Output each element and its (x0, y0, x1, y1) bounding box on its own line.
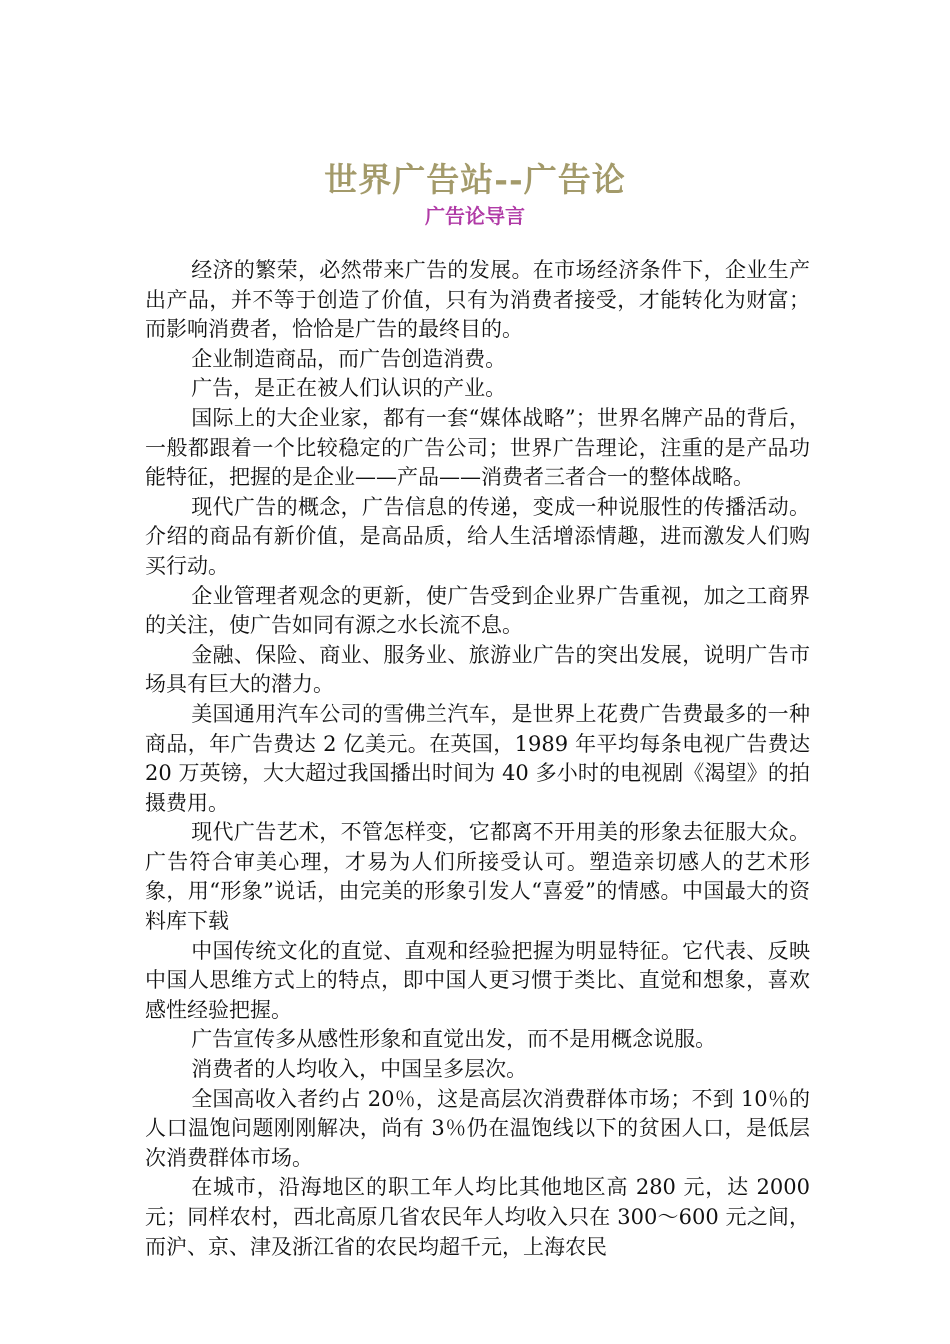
paragraph: 中国传统文化的直觉、直观和经验把握为明显特征。它代表、反映中国人思维方式上的特点，即中国人更习惯于类比、直觉和想象，喜欢感性经验把握。 (145, 938, 810, 1022)
paragraph: 美国通用汽车公司的雪佛兰汽车，是世界上花费广告费最多的一种商品，年广告费达 2 亿美元。在英国，1989 年平均每条电视广告费达 20 万英镑，大大超过我国播出时间为 40 多小时的电视剧《渴望》的拍摄费用。 (145, 701, 810, 815)
paragraph: 广告，是正在被人们认识的产业。 (191, 376, 507, 401)
paragraph: 广告宣传多从感性形象和直觉出发，而不是用概念说服。 (191, 1027, 717, 1052)
paragraph: 经济的繁荣，必然带来广告的发展。在市场经济条件下，企业生产出产品，并不等于创造了价值，只有为消费者接受，才能转化为财富；而影响消费者，恰恰是广告的最终目的。 (145, 258, 810, 342)
paragraph: 在城市，沿海地区的职工年人均比其他地区高 280 元，达 2000 元；同样农村，西北高原几省农民年人均收入只在 300～600 元之间，而沪、京、津及浙江省的农民均超千元，上海农民 (145, 1175, 810, 1259)
document-body (145, 256, 810, 1262)
paragraph: 消费者的人均收入，中国呈多层次。 (191, 1057, 528, 1082)
paragraph: 企业制造商品，而广告创造消费。 (191, 346, 507, 371)
paragraph: 现代广告艺术，不管怎样变，它都离不开用美的形象去征服大众。广告符合审美心理，才易为人们所接受认可。塑造亲切感人的艺术形象，用“形象”说话，由完美的形象引发人“喜爱”的情感。中国最大的资料库下载 (145, 820, 810, 934)
document-title: 世界广告站--广告论 (324, 160, 626, 199)
paragraph: 企业管理者观念的更新，使广告受到企业界广告重视，加之工商界的关注，使广告如同有源之水长流不息。 (145, 583, 810, 638)
paragraph: 国际上的大企业家，都有一套“媒体战略”；世界名牌产品的背后，一般都跟着一个比较稳定的广告公司；世界广告理论，注重的是产品功能特征，把握的是企业——产品——消费者三者合一的整体战略。 (145, 405, 810, 490)
document-subtitle: 广告论导言 (425, 204, 525, 228)
paragraph: 全国高收入者约占 20％，这是高层次消费群体市场；不到 10％的人口温饱问题刚刚解决，尚有 3％仍在温饱线以下的贫困人口，是低层次消费群体市场。 (145, 1086, 810, 1170)
paragraph: 现代广告的概念，广告信息的传递，变成一种说服性的传播活动。介绍的商品有新价值，是高品质，给人生活增添情趣，进而激发人们购买行动。 (145, 494, 810, 578)
paragraph: 金融、保险、商业、服务业、旅游业广告的突出发展，说明广告市场具有巨大的潜力。 (145, 642, 810, 697)
